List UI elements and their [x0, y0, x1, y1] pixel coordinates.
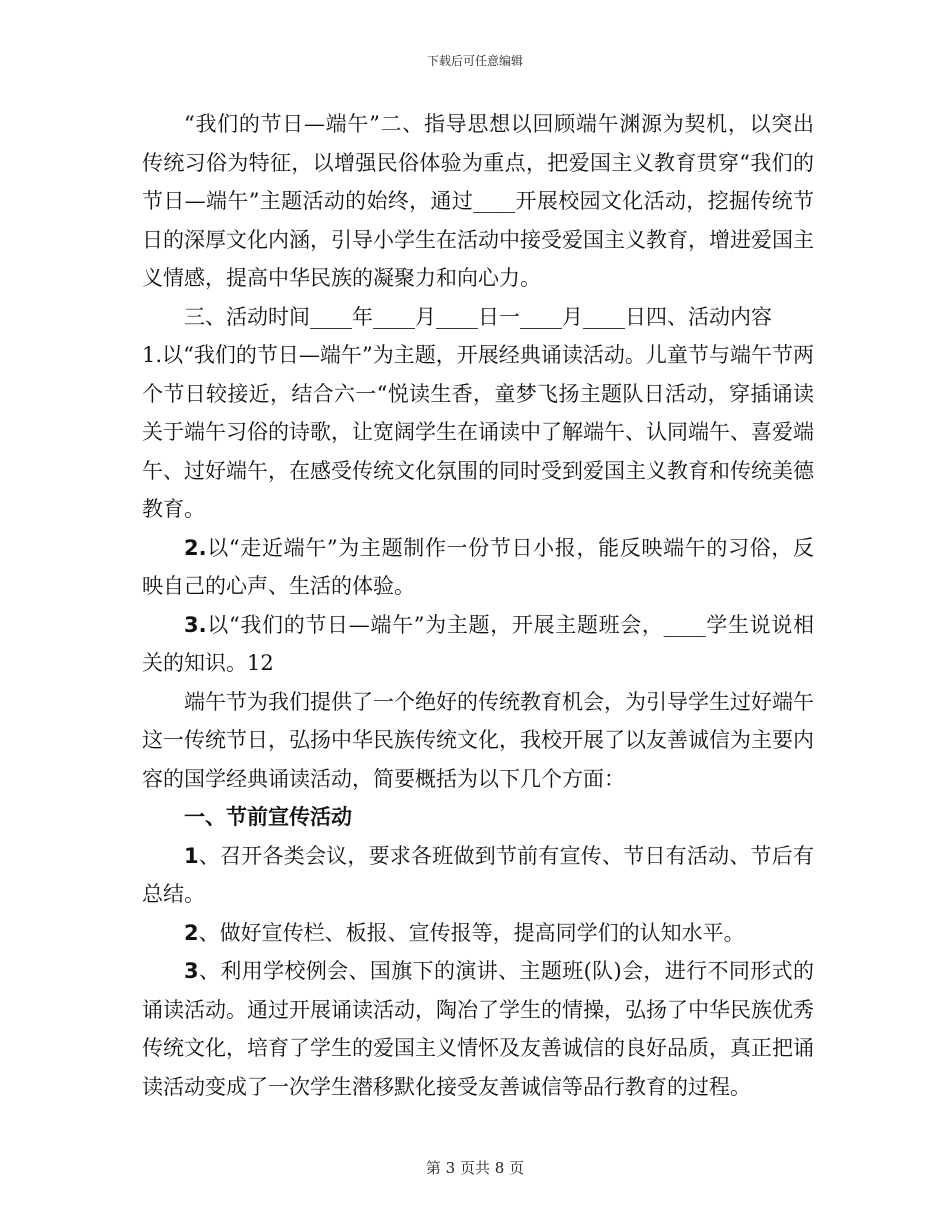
item-number: 3 [184, 959, 199, 983]
item-number: 2. [184, 535, 207, 560]
item-text: 以“我们的节日—端午”为主题，开展主题班会，____学生说说相关的知识。12 [142, 612, 814, 675]
paragraph-item-1 [142, 837, 814, 914]
document-body [142, 105, 814, 1106]
paragraph-activity-3 [142, 606, 814, 683]
paragraph-item-2 [142, 914, 814, 953]
section-heading: 一、节前宣传活动 [184, 804, 352, 829]
item-number: 2 [184, 920, 199, 945]
paragraph-summary-intro: 端午节为我们提供了一个绝好的传统教育机会，为引导学生过好端午这一传统节日，弘扬中华民族传统文化，我校开展了以友善诚信为主要内容的国学经典诵读活动，简要概括为以下几个方面： [142, 689, 814, 791]
item-text: 、利用学校例会、国旗下的演讲、主题班(队)会，进行不同形式的诵读活动。通过开展诵读活动，陶冶了学生的情操，弘扬了中华民族优秀传统文化，培育了学生的爱国主义情怀及友善诚信的良好品质，真正把诵读活动变成了一次学生潜移默化接受友善诚信等品行教育的过程。 [142, 959, 814, 1099]
page-footer: 第 3 页共 8 页 [425, 1159, 525, 1177]
item-number: 3. [184, 612, 207, 637]
item-text: 以“走近端午”为主题制作一份节日小报，能反映端午的习俗，反映自己的心声、生活的体验。 [142, 535, 814, 598]
paragraph-guiding-ideology: “我们的节日—端午”二、指导思想以回顾端午渊源为契机，以突出传统习俗为特征，以增强民俗体验为重点，把爱国主义教育贯穿“我们的节日—端午”主题活动的始终，通过____开展校园文化活动，挖掘传统节日的深厚文化内涵，引导小学生在活动中接受爱国主义教育，增进爱国主义情感，提高中华民族的凝聚力和向心力。 [142, 112, 814, 290]
item-text: 、做好宣传栏、板报、宣传报等，提高同学们的认知水平。 [198, 920, 745, 945]
paragraph-activity-time: 三、活动时间____年____月____日一____月____日四、活动内容 [184, 304, 772, 329]
paragraph-item-3 [142, 952, 814, 1106]
page-header: 下载后可任意编辑 [426, 54, 523, 68]
item-number: 1 [184, 843, 199, 868]
paragraph-activity-2 [142, 529, 814, 606]
paragraph-activity-1: 1.以“我们的节日—端午”为主题，开展经典诵读活动。儿童节与端午节两个节日较接近，结合六一“悦读生香，童梦飞扬主题队日活动，穿插诵读关于端午习俗的诗歌，让宽阔学生在诵读中了解端午、认同端午、喜爱端午、过好端午，在感受传统文化氛围的同时受到爱国主义教育和传统美德教育。 [142, 343, 814, 521]
item-text: 、召开各类会议，要求各班做到节前有宣传、节日有活动、节后有总结。 [142, 843, 814, 906]
